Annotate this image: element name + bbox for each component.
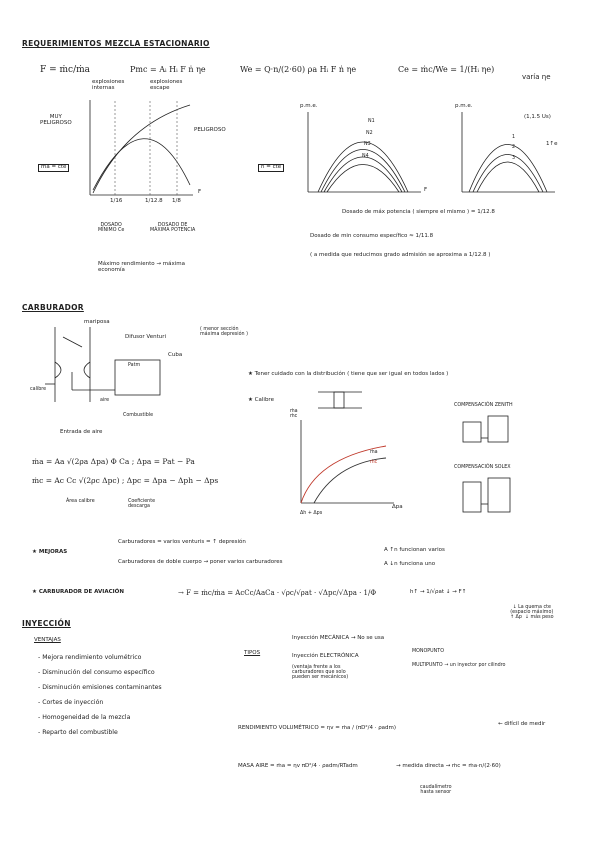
ventaja-item: - Reparto del combustible bbox=[38, 729, 118, 736]
aviacion-eq: → F = ṁc/ṁa = AcCc/AaCa · √ρc/√ρat · √Δpc/√Δpa · 1/Φ bbox=[178, 589, 377, 597]
curve-2: 2 bbox=[512, 145, 516, 150]
label-dosado-min: DOSADO MÍNIMO Ce bbox=[98, 223, 125, 233]
caudalimetro-note: caudalímetro hasta sensor bbox=[420, 785, 452, 795]
rendimiento-note: ← difícil de medir bbox=[498, 721, 546, 727]
note-grado-admision: ( a medida que reducimos grado admisión se aproxima a 1/12.8 ) bbox=[310, 252, 491, 258]
label-mariposa: mariposa bbox=[84, 319, 110, 325]
note-calibre: ★ Calibre bbox=[248, 397, 274, 403]
ventaja-item: - Homogeneidad de la mezcla bbox=[38, 714, 131, 721]
masa-aire: MASA AIRE = ṁa = ηv πD²/4 · ρadm/RTadm bbox=[238, 763, 358, 769]
curve-n1: N1 bbox=[368, 119, 375, 124]
aviacion-note: ↓ La quema cte (espacio máximo) ↑ Δp ↓ más peso bbox=[510, 605, 554, 620]
diagram-solex bbox=[458, 474, 518, 516]
note-distribucion: ★ Tener cuidado con la distribución ( tiene que ser igual en todos lados ) bbox=[248, 371, 449, 377]
tipo-mecanica: Inyección MECÁNICA → No se usa bbox=[292, 635, 385, 641]
curve-n2: N2 bbox=[366, 131, 373, 136]
tick-2: 1/12.8 bbox=[145, 198, 163, 204]
label-explosiones-internas: explosiones internas bbox=[92, 79, 125, 91]
tipo-electronica-note: (ventaja frente a los carburadores que solo pueden ser mecánicos) bbox=[292, 665, 349, 680]
label-entrada-aire: Entrada de aire bbox=[60, 429, 103, 435]
note-dosado-max: Dosado de máx potencia ( siempre el mismo ) = 1/12.8 bbox=[342, 209, 495, 215]
curve-n4: N4 bbox=[362, 154, 369, 159]
axis-y-pme2: p.m.e. bbox=[455, 103, 473, 109]
mejoras-title: ★ MEJORAS bbox=[32, 549, 68, 555]
note-max-rendimiento: Máximo rendimiento → máxima economía bbox=[98, 261, 186, 273]
tipo-multipunto: MULTIPUNTO → un inyector por cilindro bbox=[412, 663, 506, 668]
chart-y-label: ṁa ṁc bbox=[290, 409, 298, 419]
chart-legend-ma: ṁa bbox=[370, 450, 378, 455]
eq-ma: ṁa = Aa √(2ρa Δpa) Φ Ca ; Δpa = Pat − Pa bbox=[32, 457, 195, 466]
label-comp-zenith: COMPENSACIÓN ZENITH bbox=[454, 403, 513, 408]
label-ma-cte: ṁa = cte bbox=[38, 164, 69, 172]
label-explosiones-escape: explosiones escape bbox=[150, 79, 183, 91]
label-cuba: Cuba bbox=[168, 352, 183, 358]
page-title: REQUERIMIENTOS MEZCLA ESTACIONARIO bbox=[22, 39, 210, 48]
mejora-2: Carburadores de doble cuerpo → poner varios carburadores bbox=[118, 559, 283, 565]
ventaja-item: - Cortes de inyección bbox=[38, 699, 104, 706]
label-comp-solex: COMPENSACIÓN SOLEX bbox=[454, 465, 511, 470]
tipo-electronica: Inyección ELECTRÓNICA bbox=[292, 653, 359, 659]
graph-pme-ce bbox=[457, 112, 557, 197]
label-difusor-note: ( menor sección máxima depresión ) bbox=[200, 327, 248, 337]
section-inyeccion: INYECCIÓN bbox=[22, 619, 71, 628]
tipos-title: TIPOS bbox=[244, 650, 261, 656]
label-dosado-max: DOSADO DE MÁXIMA POTENCIA bbox=[150, 223, 196, 233]
chart-ma-mc bbox=[296, 418, 396, 508]
label-n-cte: n = cte bbox=[258, 164, 284, 172]
formula-we: We = Q·n/(2·60) ρa Hᵢ F ṅ ηe bbox=[240, 65, 357, 74]
tick-3: 1/8 bbox=[172, 198, 181, 204]
chart-x-label: Δpa bbox=[392, 504, 403, 510]
formula-dosado: F = ṁc/ṁa bbox=[40, 65, 91, 75]
tick-1: 1/16 bbox=[110, 198, 123, 204]
mejora-1: Carburadores = varios venturis = ↑ depresión bbox=[118, 539, 246, 545]
axis-x-f2: F bbox=[424, 187, 428, 193]
label-aire: aire bbox=[100, 398, 110, 403]
mejora-r2: A ↓n funciona uno bbox=[384, 561, 436, 567]
diagram-calibre bbox=[318, 386, 363, 414]
ventajas-title: VENTAJAS bbox=[34, 637, 61, 643]
curve-power bbox=[93, 139, 190, 190]
label-difusor: Difusor Venturi bbox=[125, 334, 167, 340]
axis-y-pme: p.m.e. bbox=[300, 103, 318, 109]
label-patm: Patm bbox=[128, 363, 141, 368]
ventaja-item: - Disminución del consumo específico bbox=[38, 669, 155, 676]
label-peligroso: PELIGROSO bbox=[194, 127, 226, 133]
graph-dosado bbox=[85, 95, 195, 200]
ventaja-item: - Mejora rendimiento volumétrico bbox=[38, 654, 142, 661]
formula-pmc: Pmc = Aᵢ Hᵢ F ṅ ηe bbox=[130, 65, 206, 74]
mejora-r1: A ↑n funcionan varios bbox=[384, 547, 445, 553]
label-muy-peligroso: MUY PELIGROSO bbox=[40, 114, 72, 126]
label-calibre: calibre bbox=[30, 387, 47, 392]
varia-note: varía ηe bbox=[522, 73, 551, 81]
tipo-monopunto: MONOPUNTO bbox=[412, 649, 444, 654]
curve-1: 1 bbox=[512, 135, 516, 140]
formula-ce: Ce = ṁc/We = 1/(Hᵢ ηe) bbox=[398, 65, 495, 74]
chart-x0-label: Δh + Δps bbox=[300, 511, 323, 516]
curve-3: 3 bbox=[512, 156, 516, 161]
note-dosado-min: Dosado de min consumo específico ≈ 1/11.8 bbox=[310, 233, 434, 239]
diagram-zenith bbox=[458, 412, 518, 448]
aviacion-result: h↑ → 1/√ρat ↓ → F↑ bbox=[410, 589, 467, 595]
axis-x-f: F bbox=[198, 189, 202, 195]
curve-n3: N3 bbox=[364, 142, 371, 147]
aviacion-title: ★ CARBURADOR DE AVIACIÓN bbox=[32, 589, 124, 595]
label-area-calibre: Área calibre bbox=[66, 499, 95, 504]
masa-arrow: → medida directa → ṁc = ṁa·n/(2·60) bbox=[396, 763, 501, 769]
eq-mc: ṁc = Ac Cc √(2ρc Δpc) ; Δpc = Δpa − Δph − Δps bbox=[32, 476, 219, 485]
curve-rise bbox=[93, 105, 190, 193]
label-coef-descarga: Coeficiente descarga bbox=[128, 499, 156, 509]
rendimiento-vol: RENDIMIENTO VOLUMÉTRICO = ηv = ṁa / (πD²/4 · ρadm) bbox=[238, 725, 397, 731]
chart-legend-mc: ṁc bbox=[370, 460, 378, 465]
arrow-ne: 1↑e bbox=[546, 141, 558, 147]
note-graph3: (1,1.5 Us) bbox=[524, 114, 551, 120]
section-carburador: CARBURADOR bbox=[22, 303, 84, 312]
label-combustible: Combustible bbox=[123, 413, 154, 418]
ventaja-item: - Disminución emisiones contaminantes bbox=[38, 684, 162, 691]
